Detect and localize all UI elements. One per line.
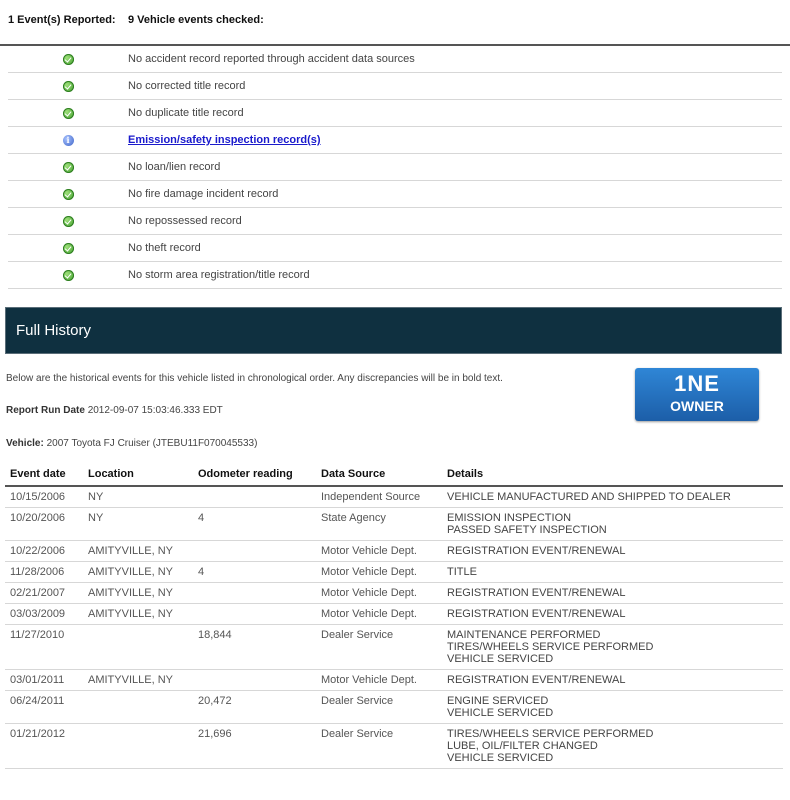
cell-odometer: 20,472	[193, 691, 316, 724]
cell-location: AMITYVILLE, NY	[83, 541, 193, 562]
cell-event-date: 02/21/2007	[5, 583, 83, 604]
table-row	[5, 541, 783, 562]
cell-event-date: 11/27/2010	[5, 625, 83, 670]
check-icon	[63, 54, 74, 65]
detail-line: VEHICLE SERVICED	[447, 653, 554, 665]
col-event-date: Event date	[5, 464, 83, 486]
report-run-value: 2012-09-07 15:03:46.333 EDT	[87, 405, 223, 416]
report-run-label: Report Run Date	[6, 405, 85, 416]
detail-line: REGISTRATION EVENT/RENEWAL	[447, 674, 626, 686]
events-header	[0, 0, 790, 46]
event-check-text: No fire damage incident record	[128, 188, 279, 200]
event-status-cell	[8, 81, 128, 92]
cell-location: AMITYVILLE, NY	[83, 604, 193, 625]
event-status-cell	[8, 54, 128, 65]
cell-location: NY	[83, 508, 193, 541]
detail-line: LUBE, OIL/FILTER CHANGED	[447, 740, 598, 752]
cell-odometer: 4	[193, 508, 316, 541]
check-icon	[63, 216, 74, 227]
event-check-row	[8, 262, 782, 289]
cell-odometer	[193, 604, 316, 625]
events-reported-label: 1 Event(s) Reported:	[8, 14, 116, 26]
event-check-row	[8, 73, 782, 100]
col-details: Details	[442, 464, 783, 486]
table-row	[5, 562, 783, 583]
full-history-title: Full History	[16, 322, 92, 339]
event-check-text: No accident record reported through accident data sources	[128, 53, 415, 65]
cell-details	[442, 670, 783, 691]
check-icon	[63, 162, 74, 173]
cell-details	[442, 691, 783, 724]
cell-odometer	[193, 486, 316, 508]
event-check-row	[8, 181, 782, 208]
event-status-cell	[8, 243, 128, 254]
event-check-row	[8, 100, 782, 127]
cell-details	[442, 508, 783, 541]
history-intro-text: Below are the historical events for this vehicle listed in chronological order. Any discrepancies will be in bold text.	[6, 373, 503, 384]
report-run-date	[6, 405, 223, 416]
event-check-text: No loan/lien record	[128, 161, 221, 173]
detail-line: ENGINE SERVICED	[447, 695, 549, 707]
event-check-row	[8, 208, 782, 235]
cell-event-date: 06/24/2011	[5, 691, 83, 724]
event-status-cell	[8, 108, 128, 119]
cell-location: NY	[83, 486, 193, 508]
info-icon: i	[63, 135, 74, 146]
event-check-row	[8, 235, 782, 262]
cell-details	[442, 604, 783, 625]
event-check-row[interactable]	[8, 127, 782, 154]
table-row	[5, 604, 783, 625]
one-owner-logo-line1: 1NE	[674, 371, 720, 396]
one-owner-logo	[635, 368, 759, 421]
events-list	[8, 46, 782, 289]
cell-odometer: 4	[193, 562, 316, 583]
event-check-text: No theft record	[128, 242, 201, 254]
cell-details	[442, 583, 783, 604]
cell-event-date: 10/20/2006	[5, 508, 83, 541]
event-status-cell	[8, 162, 128, 173]
cell-event-date: 01/21/2012	[5, 724, 83, 769]
event-status-cell	[8, 135, 128, 146]
event-check-row	[8, 154, 782, 181]
event-check-text: No corrected title record	[128, 80, 246, 92]
event-check-text: No duplicate title record	[128, 107, 244, 119]
cell-details	[442, 541, 783, 562]
cell-location: AMITYVILLE, NY	[83, 562, 193, 583]
events-checked-label: 9 Vehicle events checked:	[128, 14, 264, 26]
cell-details	[442, 562, 783, 583]
check-icon	[63, 108, 74, 119]
check-icon	[63, 81, 74, 92]
event-check-link[interactable]: Emission/safety inspection record(s)	[128, 134, 321, 146]
table-row	[5, 508, 783, 541]
cell-odometer	[193, 583, 316, 604]
cell-data-source: Motor Vehicle Dept.	[316, 541, 442, 562]
cell-data-source: Dealer Service	[316, 691, 442, 724]
cell-location: AMITYVILLE, NY	[83, 670, 193, 691]
cell-location	[83, 691, 193, 724]
col-data-source: Data Source	[316, 464, 442, 486]
table-row	[5, 691, 783, 724]
history-table	[5, 464, 783, 769]
cell-location	[83, 625, 193, 670]
cell-event-date: 03/01/2011	[5, 670, 83, 691]
cell-data-source: Dealer Service	[316, 724, 442, 769]
vehicle-label: Vehicle:	[6, 438, 44, 449]
detail-line: TIRES/WHEELS SERVICE PERFORMED	[447, 641, 654, 653]
check-icon	[63, 189, 74, 200]
table-row	[5, 724, 783, 769]
event-status-cell	[8, 270, 128, 281]
cell-data-source: Motor Vehicle Dept.	[316, 562, 442, 583]
vehicle-value: 2007 Toyota FJ Cruiser (JTEBU11F070045533)	[46, 438, 258, 449]
detail-line: REGISTRATION EVENT/RENEWAL	[447, 545, 626, 557]
full-history-banner	[5, 307, 782, 354]
detail-line: PASSED SAFETY INSPECTION	[447, 524, 607, 536]
cell-event-date: 03/03/2009	[5, 604, 83, 625]
event-status-cell	[8, 216, 128, 227]
table-row	[5, 583, 783, 604]
table-row	[5, 670, 783, 691]
history-description	[0, 354, 790, 450]
cell-event-date: 11/28/2006	[5, 562, 83, 583]
vehicle-info	[6, 438, 257, 449]
cell-location: AMITYVILLE, NY	[83, 583, 193, 604]
detail-line: VEHICLE MANUFACTURED AND SHIPPED TO DEALER	[447, 491, 731, 503]
detail-line: EMISSION INSPECTION	[447, 512, 572, 524]
one-owner-logo-line2: OWNER	[670, 398, 724, 414]
cell-data-source: Independent Source	[316, 486, 442, 508]
event-check-text: No repossessed record	[128, 215, 242, 227]
cell-location	[83, 724, 193, 769]
cell-details	[442, 486, 783, 508]
col-location: Location	[83, 464, 193, 486]
event-status-cell	[8, 189, 128, 200]
cell-odometer: 18,844	[193, 625, 316, 670]
cell-data-source: State Agency	[316, 508, 442, 541]
detail-line: TIRES/WHEELS SERVICE PERFORMED	[447, 728, 654, 740]
cell-details	[442, 724, 783, 769]
cell-data-source: Motor Vehicle Dept.	[316, 670, 442, 691]
cell-odometer	[193, 670, 316, 691]
col-odometer: Odometer reading	[193, 464, 316, 486]
history-table-body	[5, 486, 783, 769]
cell-data-source: Dealer Service	[316, 625, 442, 670]
check-icon	[63, 243, 74, 254]
cell-data-source: Motor Vehicle Dept.	[316, 583, 442, 604]
cell-odometer: 21,696	[193, 724, 316, 769]
table-row	[5, 486, 783, 508]
table-row	[5, 625, 783, 670]
detail-line: VEHICLE SERVICED	[447, 707, 554, 719]
cell-odometer	[193, 541, 316, 562]
event-check-row	[8, 46, 782, 73]
detail-line: REGISTRATION EVENT/RENEWAL	[447, 608, 626, 620]
cell-event-date: 10/22/2006	[5, 541, 83, 562]
cell-details	[442, 625, 783, 670]
history-table-header	[5, 464, 783, 486]
detail-line: VEHICLE SERVICED	[447, 752, 554, 764]
detail-line: MAINTENANCE PERFORMED	[447, 629, 601, 641]
event-check-text: No storm area registration/title record	[128, 269, 310, 281]
cell-data-source: Motor Vehicle Dept.	[316, 604, 442, 625]
detail-line: REGISTRATION EVENT/RENEWAL	[447, 587, 626, 599]
cell-event-date: 10/15/2006	[5, 486, 83, 508]
detail-line: TITLE	[447, 566, 477, 578]
check-icon	[63, 270, 74, 281]
